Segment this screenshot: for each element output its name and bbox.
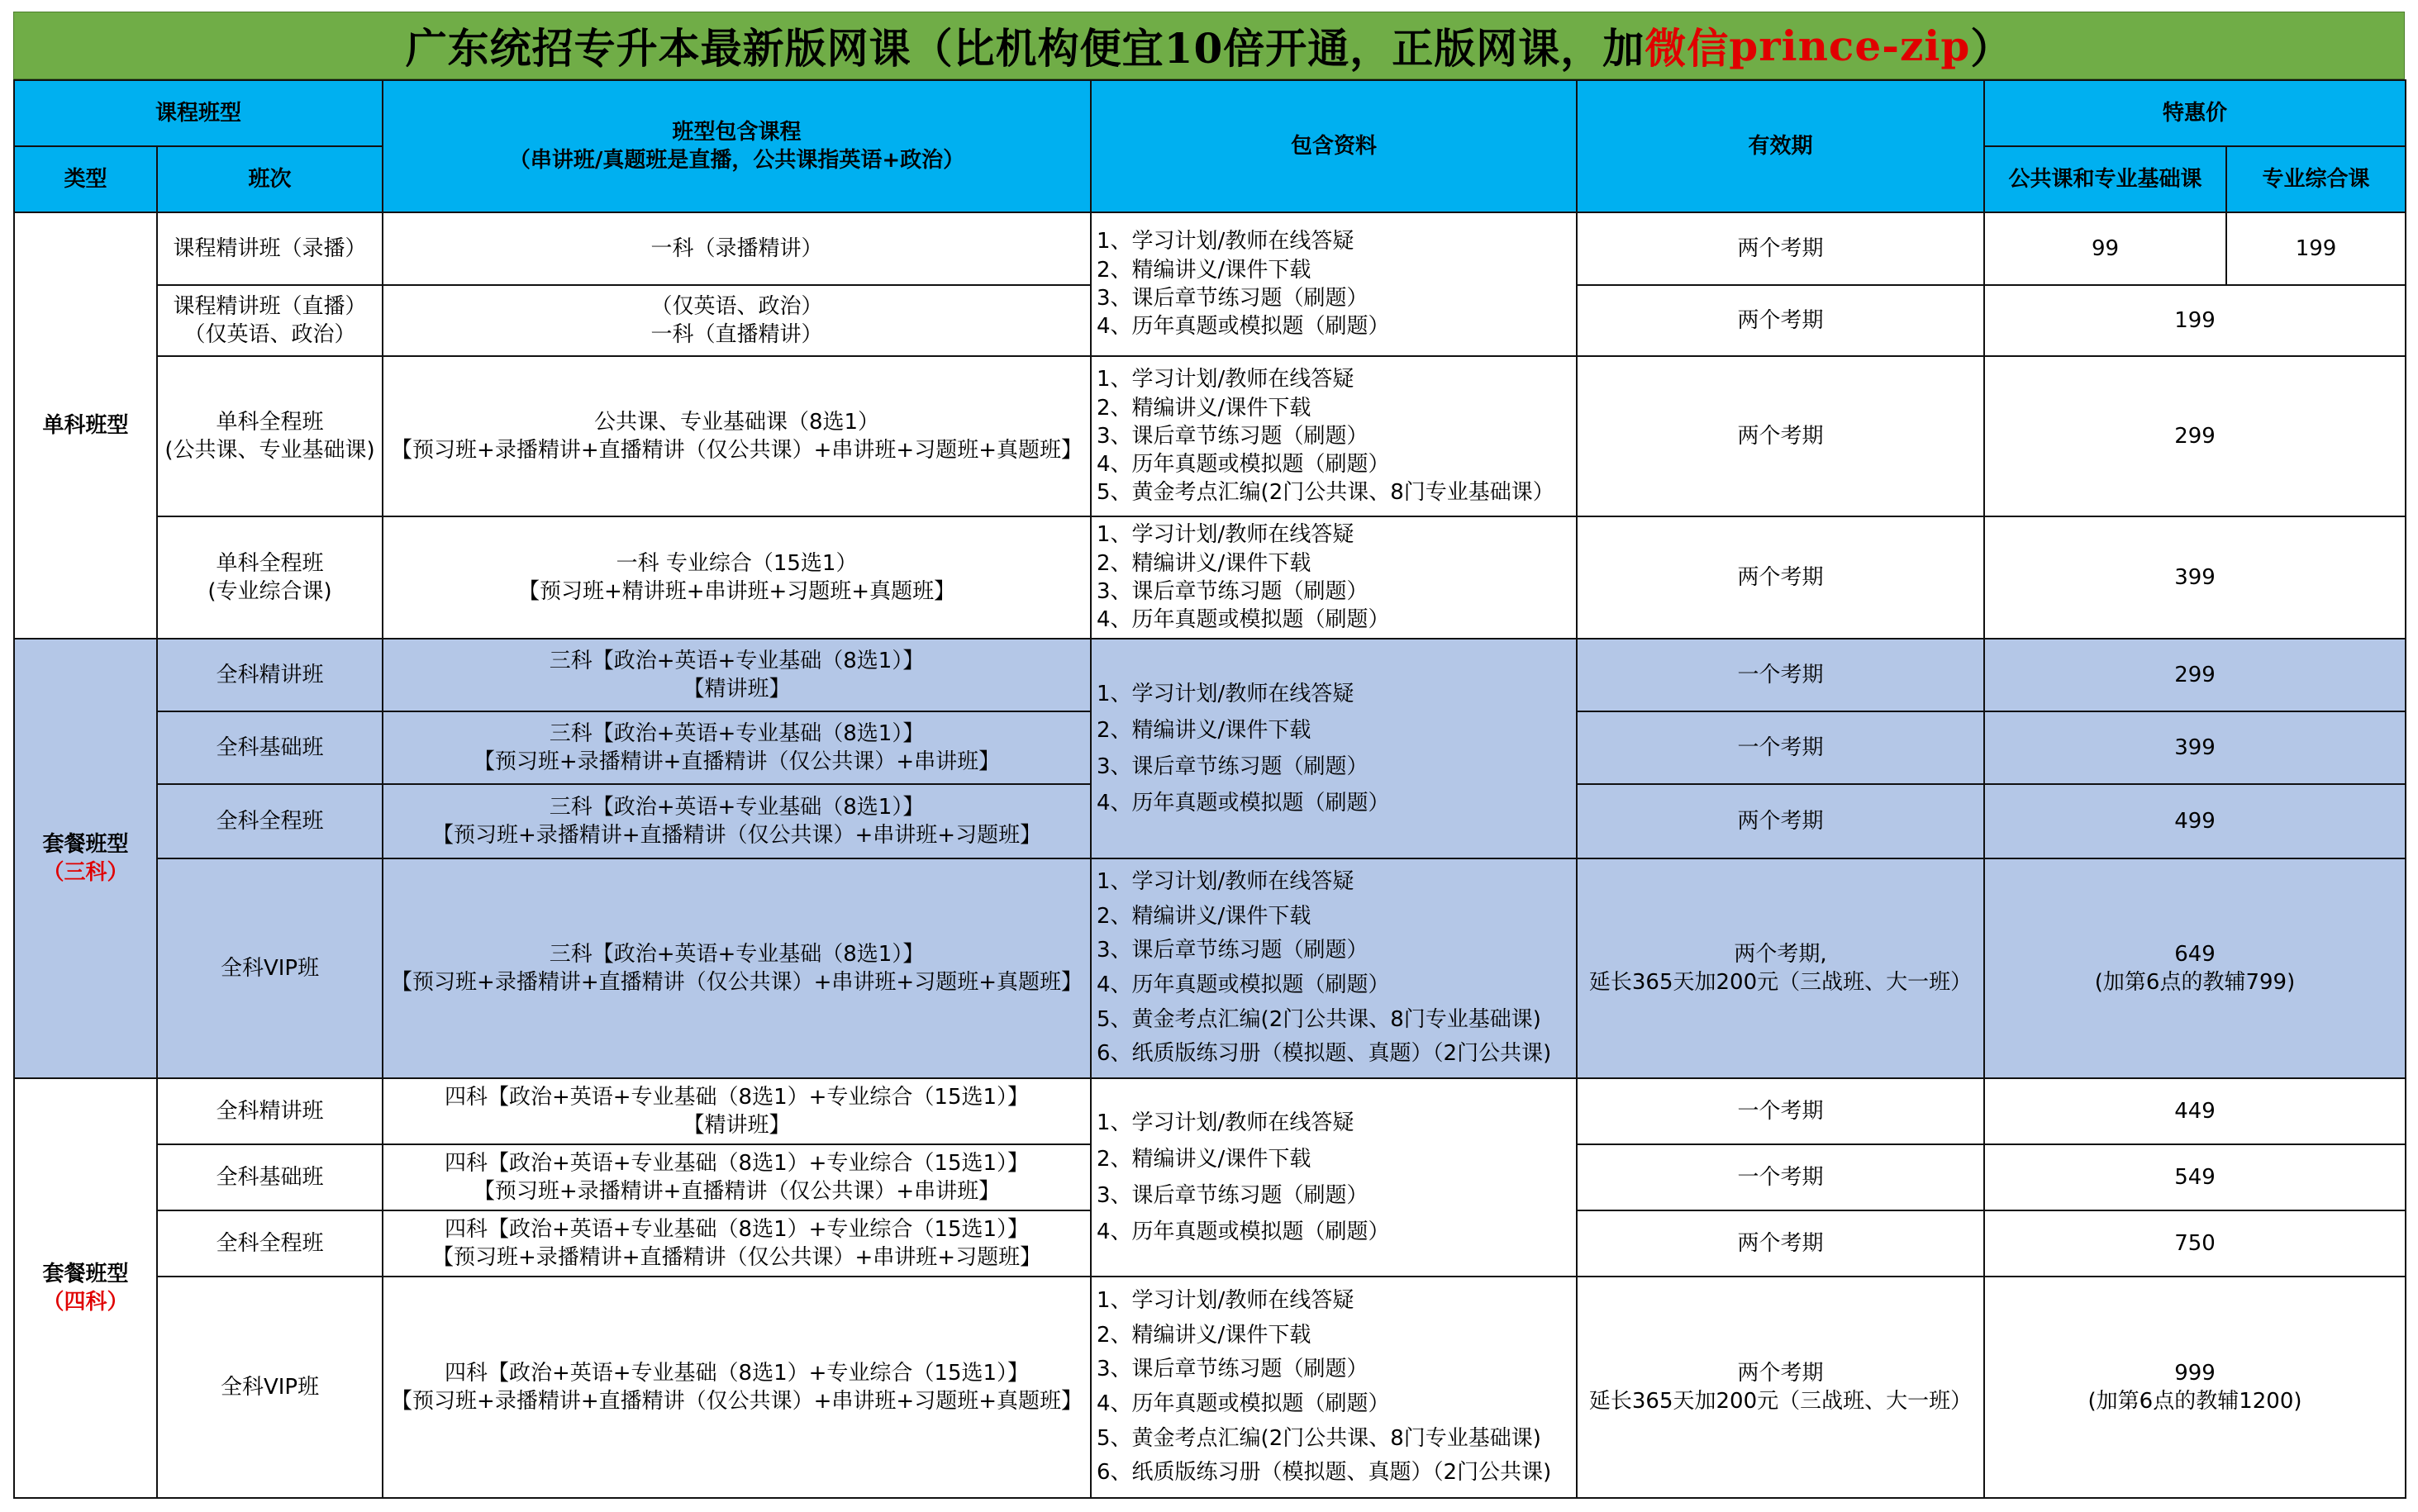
row-validity: 一个考期 [1577,1144,1984,1210]
row-level [157,285,383,356]
table-row [14,639,2406,711]
row-course [383,1078,1091,1144]
row-materials [1091,639,1577,858]
row-course-line: 四科【政治+英语+专业基础（8选1）+专业综合（15选1）】 [444,1360,1030,1386]
row-course [383,784,1091,858]
row-validity: 两个考期 [1577,1210,1984,1277]
materials-item: 2、精编讲义/课件下载 [1097,257,1311,283]
row-course-line: 一科（直播精讲） [650,322,823,347]
header-included-courses [383,80,1091,212]
row-level [157,516,383,639]
header-type: 类型 [14,146,157,212]
row-validity: 两个考期 [1577,285,1984,356]
row-level-line: （仅英语、政治） [183,322,356,347]
materials-item: 3、课后章节练习题（刷题） [1097,579,1368,604]
row-price-line: 999 [2174,1360,2216,1386]
materials-item: 3、课后章节练习题（刷题） [1097,1183,1368,1208]
table-row [14,858,2406,1078]
row-price: 549 [1984,1144,2406,1210]
row-materials [1091,212,1577,356]
materials-item: 1、学习计划/教师在线答疑 [1097,367,1354,392]
row-level-line: 单科全程班 [216,550,324,576]
row-validity [1577,858,1984,1078]
row-level: 全科基础班 [157,711,383,784]
materials-item: 4、历年真题或模拟题（刷题） [1097,1391,1390,1416]
row-materials [1091,1277,1577,1498]
table-row [14,356,2406,516]
materials-item: 2、精编讲义/课件下载 [1097,395,1311,421]
materials-item: 1、学习计划/教师在线答疑 [1097,229,1354,254]
row-course-line: 四科【政治+英语+专业基础（8选1）+专业综合（15选1）】 [444,1216,1030,1242]
materials-item: 1、学习计划/教师在线答疑 [1097,1110,1354,1135]
row-course-line: 【预习班+精讲班+串讲班+习题班+真题班】 [517,579,956,604]
table-row [14,516,2406,639]
row-materials [1091,858,1577,1078]
row-course [383,285,1091,356]
row-level: 全科精讲班 [157,639,383,711]
header-included-line2: （串讲班/真题班是直播，公共课指英语+政治） [508,148,965,173]
row-level: 全科基础班 [157,1144,383,1210]
materials-item: 2、精编讲义/课件下载 [1097,717,1311,743]
row-course [383,858,1091,1078]
row-validity: 一个考期 [1577,1078,1984,1144]
row-course-line: 【预习班+录播精讲+直播精讲（仅公共课）+串讲班+习题班】 [431,823,1042,848]
row-course-line: 公共课、专业基础课（8选1） [593,409,880,435]
materials-item: 1、学习计划/教师在线答疑 [1097,522,1354,548]
materials-item: 5、黄金考点汇编(2门公共课、8门专业基础课) [1097,1425,1541,1451]
row-course-line: 【预习班+录播精讲+直播精讲（仅公共课）+串讲班+习题班】 [431,1245,1042,1270]
materials-item: 3、课后章节练习题（刷题） [1097,286,1368,311]
materials-item: 6、纸质版练习册（模拟题、真题）（2门公共课) [1097,1460,1552,1486]
row-level: 全科全程班 [157,784,383,858]
header-validity: 有效期 [1577,80,1984,212]
row-validity-line: 两个考期 [1737,1360,1824,1386]
row-course [383,711,1091,784]
materials-item: 5、黄金考点汇编(2门公共课、8门专业基础课） [1097,480,1554,506]
row-level [157,356,383,516]
row-course [383,516,1091,639]
materials-item: 4、历年真题或模拟题（刷题） [1097,314,1390,340]
row-level: 全科VIP班 [157,858,383,1078]
row-price-public: 99 [1984,212,2226,285]
row-course [383,356,1091,516]
materials-item: 3、课后章节练习题（刷题） [1097,938,1368,963]
materials-item: 2、精编讲义/课件下载 [1097,1146,1311,1172]
row-course-line: 一科 专业综合（15选1） [616,550,858,576]
row-validity: 两个考期 [1577,784,1984,858]
row-level-line: 课程精讲班（直播） [173,293,367,319]
title-wechat: 微信 [1645,24,1730,73]
row-materials [1091,356,1577,516]
header-special-price: 特惠价 [1984,80,2406,146]
title-prefix: 广东统招专升本最新版网课（比机构便宜10倍开通，正版网课，加 [405,24,1645,73]
group-combo3-tag: （三科） [42,860,129,885]
row-course-line: 四科【政治+英语+专业基础（8选1）+专业综合（15选1）】 [444,1150,1030,1176]
materials-item: 5、黄金考点汇编(2门公共课、8门专业基础课) [1097,1006,1541,1032]
row-course-line: 【预习班+录播精讲+直播精讲（仅公共课）+串讲班+习题班+真题班】 [391,970,1083,995]
row-price: 299 [1984,356,2406,516]
table-row [14,212,2406,285]
row-validity [1577,1277,1984,1498]
materials-item: 4、历年真题或模拟题（刷题） [1097,791,1390,816]
table-row [14,1277,2406,1498]
group-combo4 [14,1078,157,1498]
header-row-1 [14,80,2406,146]
row-level: 全科VIP班 [157,1277,383,1498]
materials-item: 6、纸质版练习册（模拟题、真题）（2门公共课) [1097,1041,1552,1067]
row-price-line: (加第6点的教辅799) [2094,970,2296,995]
row-level-line: (公共课、专业基础课) [164,438,375,463]
materials-item: 1、学习计划/教师在线答疑 [1097,869,1354,895]
row-price-line: (加第6点的教辅1200) [2087,1389,2302,1414]
row-course-line: 四科【政治+英语+专业基础（8选1）+专业综合（15选1）】 [444,1084,1030,1110]
header-level: 班次 [157,146,383,212]
row-price: 750 [1984,1210,2406,1277]
row-course-line: 三科【政治+英语+专业基础（8选1）】 [549,720,925,746]
materials-item: 4、历年真题或模拟题（刷题） [1097,972,1390,997]
row-price: 399 [1984,516,2406,639]
row-price [1984,858,2406,1078]
row-level: 课程精讲班（录播） [157,212,383,285]
group-combo3-label: 套餐班型 [42,831,129,857]
materials-item: 3、课后章节练习题（刷题） [1097,1357,1368,1382]
row-course-line: 【精讲班】 [683,1113,791,1138]
row-level: 全科全程班 [157,1210,383,1277]
row-course-line: 【预习班+录播精讲+直播精讲（仅公共课）+串讲班+习题班+真题班】 [391,438,1083,463]
header-price-public: 公共课和专业基础课 [1984,146,2226,212]
materials-item: 1、学习计划/教师在线答疑 [1097,681,1354,706]
materials-item: 2、精编讲义/课件下载 [1097,1322,1311,1348]
title-wechat-id: prince-zip [1729,21,1971,70]
row-validity: 两个考期 [1577,212,1984,285]
row-course: 一科（录播精讲） [383,212,1091,285]
row-validity-line: 两个考期, [1734,941,1827,967]
materials-item: 3、课后章节练习题（刷题） [1097,754,1368,779]
header-price-major: 专业综合课 [2226,146,2406,212]
row-validity: 两个考期 [1577,516,1984,639]
row-price [1984,1277,2406,1498]
group-combo4-tag: （四科） [42,1290,129,1315]
materials-item: 4、历年真题或模拟题（刷题） [1097,452,1390,478]
row-course [383,1277,1091,1498]
row-course-line: 【精讲班】 [683,677,791,701]
row-materials [1091,1078,1577,1277]
page-title [13,12,2405,79]
row-course-line: 【预习班+录播精讲+直播精讲（仅公共课）+串讲班+习题班+真题班】 [391,1389,1083,1414]
materials-item: 4、历年真题或模拟题（刷题） [1097,1220,1390,1245]
row-materials [1091,516,1577,639]
row-validity: 一个考期 [1577,711,1984,784]
header-included-line1: 班型包含课程 [672,119,802,145]
group-combo3 [14,639,157,1078]
materials-item: 1、学习计划/教师在线答疑 [1097,1288,1354,1314]
row-course-line: 三科【政治+英语+专业基础（8选1）】 [549,941,925,967]
header-course-type: 课程班型 [14,80,383,146]
row-course-line: 【预习班+录播精讲+直播精讲（仅公共课）+串讲班】 [473,749,1001,774]
row-validity: 一个考期 [1577,639,1984,711]
materials-item: 2、精编讲义/课件下载 [1097,550,1311,576]
row-validity-line: 延长365天加200元（三战班、大一班） [1588,970,1973,995]
row-price: 199 [1984,285,2406,356]
header-materials: 包含资料 [1091,80,1577,212]
row-price: 299 [1984,639,2406,711]
row-validity: 两个考期 [1577,356,1984,516]
row-course-line: 【预习班+录播精讲+直播精讲（仅公共课）+串讲班】 [473,1179,1001,1204]
table-row [14,1078,2406,1144]
row-course [383,1144,1091,1210]
row-price-major: 199 [2226,212,2406,285]
row-price: 449 [1984,1078,2406,1144]
row-course-line: （仅英语、政治） [650,293,823,319]
group-combo4-label: 套餐班型 [42,1261,129,1286]
row-price: 399 [1984,711,2406,784]
materials-item: 4、历年真题或模拟题（刷题） [1097,607,1390,633]
row-price: 499 [1984,784,2406,858]
materials-item: 2、精编讲义/课件下载 [1097,903,1311,929]
row-course [383,639,1091,711]
row-course-line: 三科【政治+英语+专业基础（8选1）】 [549,794,925,820]
materials-item: 3、课后章节练习题（刷题） [1097,423,1368,449]
row-course-line: 三科【政治+英语+专业基础（8选1）】 [549,648,925,673]
group-single: 单科班型 [14,212,157,639]
row-course [383,1210,1091,1277]
row-level-line: 单科全程班 [216,409,324,435]
row-price-line: 649 [2174,941,2216,967]
row-level-line: (专业综合课) [207,579,332,604]
row-validity-line: 延长365天加200元（三战班、大一班） [1588,1389,1973,1414]
price-table [13,79,2406,1499]
row-level: 全科精讲班 [157,1078,383,1144]
title-suffix: ） [1970,24,2013,73]
